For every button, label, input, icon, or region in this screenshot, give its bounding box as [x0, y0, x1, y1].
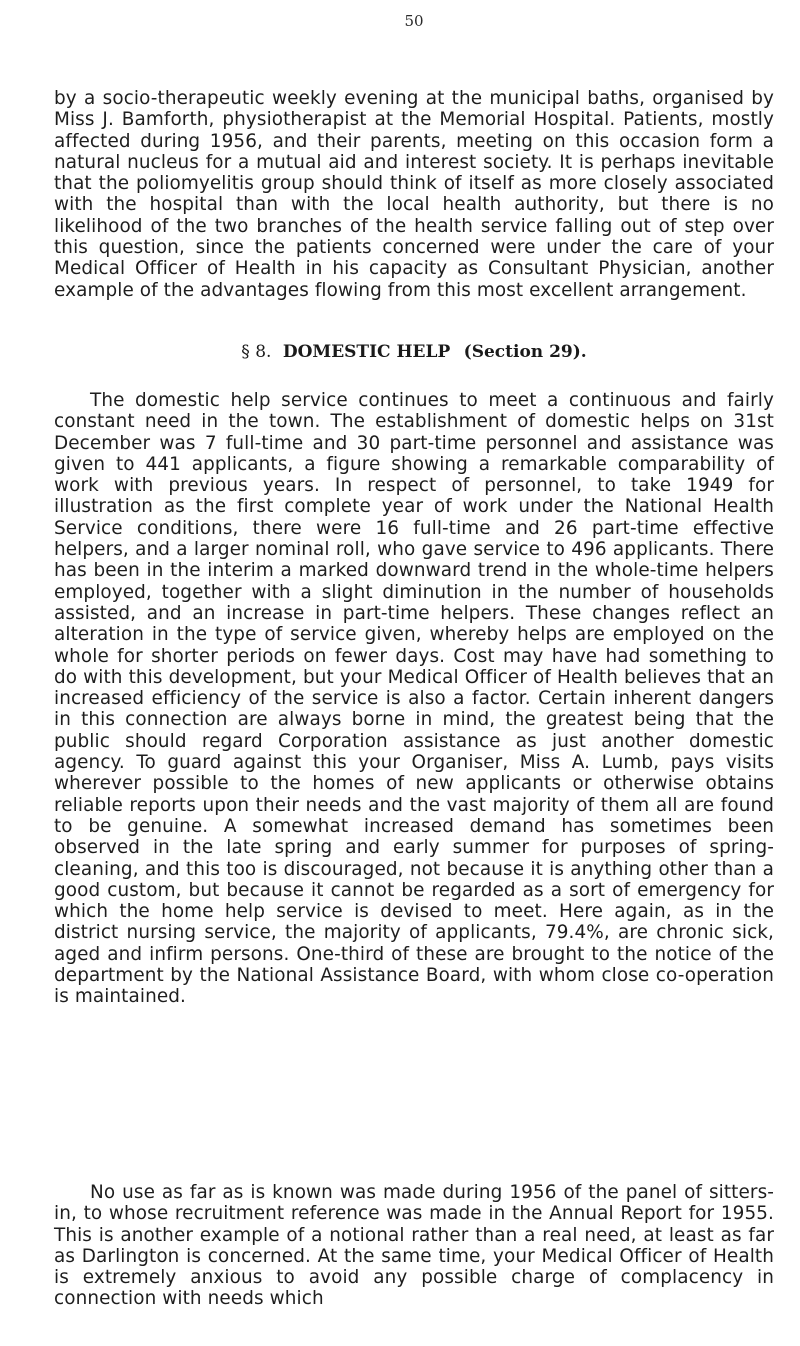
paragraph-poliomyelitis-group: by a socio-therapeutic weekly evening at the municipal baths, organised by Miss J. Bamforth, physiotherapist at the Memorial Hospital. Patients, mostly affected during 1956, and their parents, meeting on this occasion form a natural nucleus for a mutual aid and interest society. It is perhaps inevitable that the poliomyelitis group should think of itself as more closely associated with the hospital than with the local health authority, but there is no likelihood of the two branches of the health service falling out of step over this question, since the patients concerned were under the care of your Medical Officer of Health in his capacity as Consultant Physician, another example of the advantages flowing from this most excellent arrangement. [54, 88, 774, 301]
section-heading [54, 342, 774, 362]
paragraph-sitters-in: No use as far as is known was made during 1956 of the panel of sitters-in, to whose recruitment reference was made in the Annual Report for 1955. This is another example of a notional rather than a real need, at least as far as Darlington is concerned. At the same time, your Medical Officer of Health is extremely anxious to avoid any possible charge of complacency in connection with needs which [54, 1182, 774, 1310]
section-title: DOMESTIC HELP [282, 342, 451, 362]
page-number: 50 [404, 12, 424, 30]
section-symbol: § 8. [241, 342, 272, 362]
paragraph-domestic-help: The domestic help service continues to meet a continuous and fairly constant need in the town. The establishment of domestic helps on 31st December was 7 full-time and 30 part-time personnel and assistance was given to 441 applicants, a figure showing a remarkable comparability of work with previous years. In respect of personnel, to take 1949 for illustration as the first complete year of work under the National Health Service conditions, there were 16 full-time and 26 part-time effective helpers, and a larger nominal roll, who gave service to 496 applicants. There has been in the interim a marked downward trend in the whole-time helpers employed, together with a slight diminution in the number of households assisted, and an increase in part-time helpers. These changes reflect an alteration in the type of service given, whereby helps are employed on the whole for shorter periods on fewer days. Cost may have had something to do with this development, but your Medical Officer of Health believes that an increased efficiency of the service is also a factor. Certain inherent dangers in this connection are always borne in mind, the greatest being that the public should regard Corporation assistance as just another domestic agency. To guard against this your Organiser, Miss A. Lumb, pays visits wherever possible to the homes of new applicants or otherwise obtains reliable reports upon their needs and the vast majority of them all are found to be genuine. A somewhat increased demand has sometimes been observed in the late spring and early summer for purposes of spring-cleaning, and this too is discouraged, not because it is anything other than a good custom, but because it cannot be regarded as a sort of emergency for which the home help service is devised to meet. Here again, as in the district nursing service, the majority of applicants, 79.4%, are chronic sick, aged and infirm persons. One-third of these are brought to the notice of the department by the National Assistance Board, with whom close co-operation is maintained. [54, 390, 774, 1008]
section-reference: (Section 29). [463, 342, 587, 362]
